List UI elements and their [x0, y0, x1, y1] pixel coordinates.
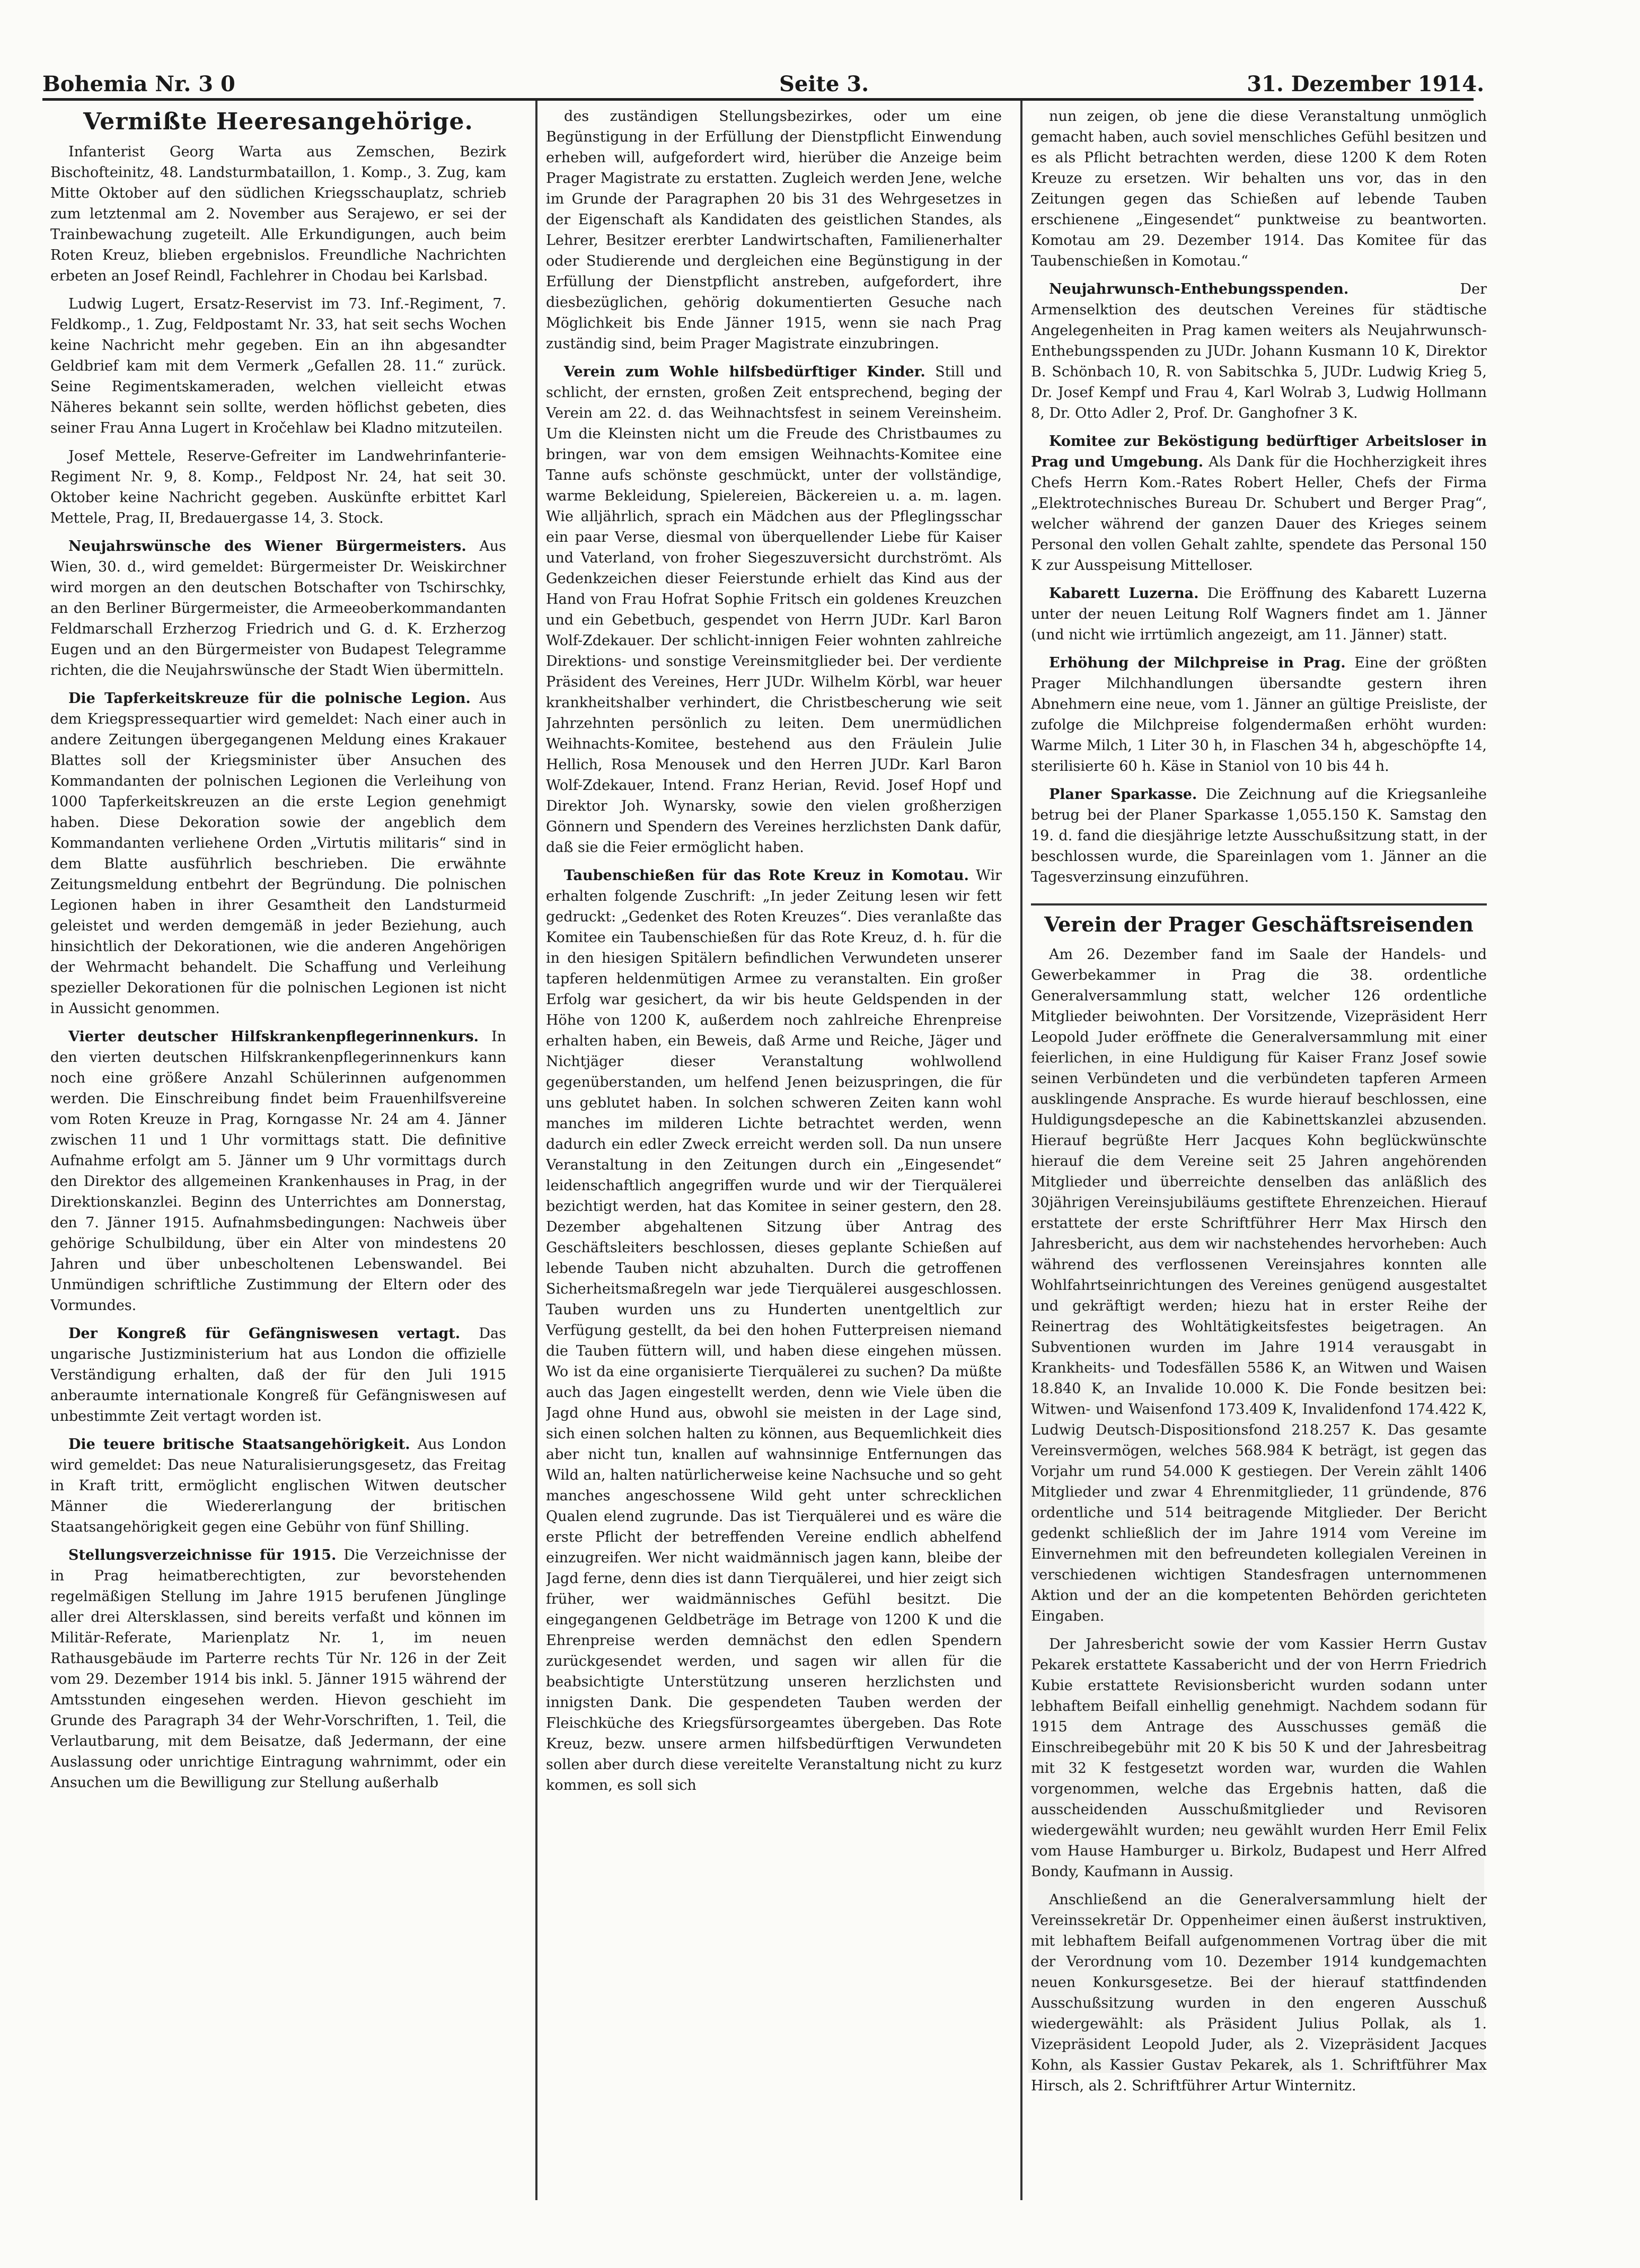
article-paragraph [50, 1434, 506, 1537]
column-1 [50, 106, 506, 2190]
article-paragraph [50, 294, 506, 438]
article-heading: Neujahrwunsch-Enthebungsspenden. [1049, 281, 1349, 297]
article-heading: Stellungsverzeichnisse für 1915. [68, 1547, 337, 1563]
header-rule [42, 98, 1474, 101]
article-heading: Die Tapferkeitskreuze für die polnische Legion. [68, 690, 471, 707]
article-text: Aus dem Kriegspressequartier wird gemeldet: Nach einer auch in andere Zeitungen übergegangenen Meldung eines Krakauer Blattes soll der Kriegsminister über Ansuchen des Kommandanten der polnischen Legionen die Verleihung von 1000 Tapferkeitskreuzen an die erste Legion genehmigt haben. Diese Dekoration sowie der angeblich dem Kommandanten verliehene Orden „Virtutis militaris“ sind in dem Blatte ausführlich beschrieben. Die erwähnte Zeitungsmeldung entbehrt der Begründung. Die polnischen Legionen haben in ihrer Gesamtheit den Landsturmeid geleistet und werden demgemäß in jeder Beziehung, auch hinsichtlich der Dekorationen, wie die anderen Angehörigen der Wehrmacht behandelt. Die Schaffung und Verleihung spezieller Dekorationen für die polnischen Legionen ist nicht in Aussicht genommen. [50, 690, 506, 1017]
article-heading: Neujahrswünsche des Wiener Bürgermeisters. [68, 538, 466, 555]
masthead [42, 61, 1484, 98]
article-paragraph [50, 1545, 506, 1793]
article-heading: Der Kongreß für Gefängniswesen vertagt. [68, 1325, 461, 1342]
article-heading: Erhöhung der Milchpreise in Prag. [1049, 655, 1346, 671]
article-text: Ludwig Lugert, Ersatz-Reservist im 73. Inf.-Regiment, 7. Feldkomp., 1. Zug, Feldpostamt Nr. 33, hat seit sechs Wochen keine Nachricht mehr gegeben. Ein an ihn abgesandter Geldbrief kam mit dem Vermerk „Gefallen 28. 11.“ zurück. Seine Regimentskameraden, welchen vielleicht etwas Näheres bekannt sein sollte, werden höflichst gebeten, dies seiner Frau Anna Lugert in Kročehlaw bei Kladno mitzuteilen. [50, 296, 506, 436]
column-3-articles [1031, 106, 1487, 887]
article-text: Die Eröffnung des Kabarett Luzerna unter der neuen Leitung Rolf Wagners findet am 1. Jänner (und nicht wie irrtümlich angezeigt, am 11. Jänner) statt. [1031, 585, 1487, 643]
article-paragraph [546, 865, 1002, 1796]
article-paragraph [1031, 583, 1487, 645]
article-text: Das ungarische Justizministerium hat aus London die offizielle Verständigung erhalten, daß der für den Juli 1915 anberaumte internationale Kongreß für Gefängniswesen auf unbestimmte Zeit vertagt worden ist. [50, 1325, 506, 1425]
article-text: Still und schlicht, der ernsten, großen Zeit entsprechend, beging der Verein am 22. d. das Weihnachtsfest in seinem Vereinsheim. Um die Kleinsten nicht um die Freude des Christbaumes zu bringen, war von dem emsigen Weihnachts-Komitee eine Tanne aufs schönste geschmückt, unter der vollständige, warme Bekleidung, Spielereien, Bäckereien u. a. m. lagen. Wie alljährlich, sprach ein Mädchen aus der Pfleglingsschar ein paar Verse, diesmal von überquellender Liebe für Kaiser und Vaterland, von froher Siegeszuversicht durchströmt. Als Gedenkzeichen dieser Feierstunde erhielt das Kind aus der Hand von Frau Hofrat Sophie Fritsch ein goldenes Kreuzchen und ein Gebetbuch, gespendet von Herrn JUDr. Karl Baron Wolf-Zdekauer. Der schlicht-innigen Feier wohnten zahlreiche Direktions- und sonstige Vereinsmitglieder bei. Der verdiente Präsident des Vereines, Herr JUDr. Wilhelm Körbl, war heuer krankheitshalber verhindert, die Christbescherung wie seit Jahrzehnten persönlich zu leiten. Dem unermüdlichen Weihnachts-Komitee, bestehend aus den Fräulein Julie Hellich, Rosa Menousek und den Herren JUDr. Karl Baron Wolf-Zdekauer, Intend. Franz Herian, Revid. Josef Hopf und Direktor Joh. Wynarsky, sowie den vielen großherzigen Gönnern und Spendern des Vereines herzlichsten Dank dafür, daß sie die Feier ermöglicht haben. [546, 364, 1002, 856]
article-paragraph [546, 362, 1002, 858]
article-text: Der Armenselktion des deutschen Vereines für städtische Angelegenheiten in Prag kamen weiters als Neujahrwunsch-Enthebungsspenden zu JUDr. Johann Kusmann 10 K, Direktor B. Schönbach 10, R. von Sabitschka 5, JUDr. Ludwig Krieg 5, Dr. Josef Kempf und Frau 4, Karl Wolrab 3, Ludwig Hollmann 8, Dr. Otto Adler 2, Prof. Dr. Ganghofner 3 K. [1031, 281, 1487, 421]
column-divider-2 [1020, 101, 1022, 2200]
column-2 [546, 106, 1002, 2190]
article-text: Die Verzeichnisse der in Prag heimatberechtigten, zur bevorstehenden regelmäßigen Stellung im Jahre 1915 berufenen Jünglinge aller drei Altersklassen, sind bereits verfaßt und können im Militär-Referate, Marienplatz Nr. 1, im neuen Rathausgebäude im Parterre rechts Tür Nr. 126 in der Zeit vom 29. Dezember 1914 bis inkl. 5. Jänner 1915 während der Amtsstunden eingesehen werden. Hievon geschieht im Grunde des Paragraph 34 der Wehr-Vorschriften, 1. Teil, die Verlautbarung, mit dem Beisatze, daß Jedermann, der eine Auslassung oder unrichtige Eintragung wahrnimmt, oder ein Ansuchen um die Bewilligung zur Stellung außerhalb [50, 1547, 506, 1791]
article-heading: Vierter deutscher Hilfskrankenpflegerinnenkurs. [68, 1028, 479, 1045]
print-smudge [1028, 1039, 1484, 2073]
article-heading: Taubenschießen für das Rote Kreuz in Komotau. [564, 867, 969, 884]
article-heading: Verein zum Wohle hilfsbedürftiger Kinder. [564, 364, 925, 380]
article-text: Aus London wird gemeldet: Das neue Naturalisierungsgesetz, das Freitag in Kraft tritt, ermöglicht englischen Witwen deutscher Männer die Wiedererlangung der britischen Staatsangehörigkeit gegen eine Gebühr von fünf Shilling. [50, 1436, 506, 1535]
article-paragraph [50, 142, 506, 286]
article-heading: Die teuere britische Staatsangehörigkeit. [68, 1436, 410, 1453]
article-paragraph [50, 1323, 506, 1427]
paper-name: Bohemia Nr. 3 0 [42, 72, 235, 96]
issue-date: 31. Dezember 1914. [1247, 72, 1484, 96]
article-text: Infanterist Georg Warta aus Zemschen, Bezirk Bischofteinitz, 48. Landsturmbataillon, 1. Komp., 3. Zug, kam Mitte Oktober auf den südlichen Kriegsschauplatz, schrieb zum letztenmal am 2. November aus Serajewo, er sei der Trainbewachung zugeteilt. Alle Erkundigungen, auch beim Roten Kreuz, blieben ergebnislos. Freundliche Nachrichten erbeten an Josef Reindl, Fachlehrer in Chodau bei Karlsbad. [50, 144, 506, 284]
article-text: Aus Wien, 30. d., wird gemeldet: Bürgermeister Dr. Weiskirchner wird morgen an den deutschen Botschafter von Tschirschky, an den Berliner Bürgermeister, die Armeeoberkommandanten Feldmarschall Erzherzog Friedrich und G. d. K. Erzherzog Eugen und an den Bürgermeister von Budapest Telegramme richten, die die Neujahrswünsche der Stadt Wien übermitteln. [50, 538, 506, 679]
article-heading: Komitee zur Beköstigung bedürftiger Arbeitsloser in Prag und Umgebung. [1031, 433, 1487, 470]
article-heading: Kabarett Luzerna. [1049, 585, 1199, 602]
article-paragraph [1031, 653, 1487, 777]
column-2-articles [546, 106, 1002, 1796]
article-paragraph [1031, 784, 1487, 887]
article-text: Josef Mettele, Reserve-Gefreiter im Landwehrinfanterie-Regiment Nr. 9, 8. Komp., Feldpost Nr. 24, hat seit 30. Oktober keine Nachricht gegeben. Auskünfte erbittet Karl Mettele, Prag, II, Bredauergasse 14, 3. Stock. [50, 448, 506, 526]
section-title: Vermißte Heeresangehörige. [83, 108, 473, 135]
article-paragraph [1031, 106, 1487, 271]
article-text: Als Dank für die Hochherzigkeit ihres Chefs Herrn Kom.-Rates Robert Heller, Chefs der Firma „Elektrotechnisches Bureau Dr. Schubert und Berger Prag“, welcher während der ganzen Dauer des Krieges seinem Personal den vollen Gehalt zahlte, spendete das Personal 150 K zur Ausspeisung Mittelloser. [1031, 454, 1487, 574]
article-heading: Planer Sparkasse. [1049, 786, 1197, 803]
article-text: nun zeigen, ob jene die diese Veranstaltung unmöglich gemacht haben, auch soviel menschliches Gefühl besitzen und es als Pflicht betrachten werden, diese 1200 K dem Roten Kreuze zu ersetzen. Wir behalten uns vor, das in den Zeitungen gegen das Schießen auf lebende Tauben erschienene „Eingesendet“ punktweise zu beantworten. Komotau am 29. Dezember 1914. Das Komitee für das Taubenschießen in Komotau.“ [1031, 108, 1487, 269]
article-text: Der Jahresbericht sowie der vom Kassier Herrn Gustav Pekarek erstattete Kassabericht und der von Herrn Friedrich Kubie erstattete Revisionsbericht wurden sodann unter lebhaftem Beifall einhellig genehmigt. Nachdem sodann für 1915 dem Antrage des Ausschusses gemäß die Einschreibegebühr mit 20 K bis 50 K und der Jahresbeitrag mit 32 K festgesetzt worden war, wurden die Wahlen vorgenommen, welche das Ergebnis hatten, daß die ausscheidenden Ausschußmitglieder und Revisoren wiedergewählt wurden; neu gewählt wurden Herr Emil Felix vom Hause Hamburger u. Birkolz, Budapest und Herr Alfred Bondy, Kaufmann in Aussig. [1031, 1636, 1487, 1880]
article-paragraph [50, 1026, 506, 1316]
page-number: Seite 3. [779, 72, 869, 96]
article-paragraph [50, 536, 506, 681]
column-3-section-title: Verein der Prager Geschäftsreisenden [1031, 903, 1487, 935]
article-text: Anschließend an die Generalversammlung hielt der Vereinssekretär Dr. Oppenheimer einen äußerst instruktiven, mit lebhaftem Beifall aufgenommenen Vortrag über die mit der Verordnung vom 10. Dezember 1914 kundgemachten neuen Konkursgesetze. Bei der hierauf stattfindenden Ausschußsitzung wurden in den engeren Ausschuß wiedergewählt: als Präsident Julius Pollak, als 1. Vizepräsident Leopold Juder, als 2. Vizepräsident Jacques Kohn, als Kassier Gustav Pekarek, als 1. Schriftführer Max Hirsch, als 2. Schriftführer Artur Winternitz. [1031, 1892, 1487, 2094]
article-text: Eine der größten Prager Milchhandlungen übersandte gestern ihren Abnehmern eine neue, vom 1. Jänner an gültige Preisliste, der zufolge die Milchpreise folgendermaßen erhöht wurden: Warme Milch, 1 Liter 30 h, in Flaschen 34 h, abgeschöpfte 14, sterilisierte 60 h. Käse in Staniol von 10 bis 44 h. [1031, 655, 1487, 775]
article-text: Die Zeichnung auf die Kriegsanleihe betrug bei der Planer Sparkasse 1,055.150 K. Samstag den 19. d. fand die diesjährige letzte Ausschußsitzung statt, in der beschlossen wurde, die Spareinlagen vom 1. Jänner an die Tagesverzinsung einzuführen. [1031, 786, 1487, 885]
article-paragraph [50, 688, 506, 1019]
article-paragraph [50, 446, 506, 529]
article-text: Wir erhalten folgende Zuschrift: „In jeder Zeitung lesen wir fett gedruckt: „Gedenket des Roten Kreuzes“. Dies veranlaßte das Komitee ein Taubenschießen für das Rote Kreuz, d. h. für die in den hiesigen Spitälern befindlichen Verwundeten unserer tapferen heldenmütigen Armee zu veranstalten. Ein großer Erfolg war gesichert, da wir bis heute Geldspenden in der Höhe von 1200 K, außerdem noch zahlreiche Ehrenpreise erhalten haben, ein Beweis, daß Arme und Reiche, Jäger und Nichtjäger dieser Veranstaltung wohlwollend gegenüberstanden, um helfend Jenen beizuspringen, die für uns geblutet haben. In solchen schweren Zeiten kann wohl manches im milderen Lichte betrachtet werden, wenn dadurch ein edler Zweck erreicht werden soll. Da nun unsere Veranstaltung in den Zeitungen durch ein „Eingesendet“ leidenschaftlich angegriffen wurde und wir der Tierquälerei bezichtigt werden, hat das Komitee in seiner gestern, den 28. Dezember abgehaltenen Sitzung über Antrag des Geschäftsleiters beschlossen, dieses geplante Schießen auf lebende Tauben nicht abzuhalten. Durch die getroffenen Sicherheitsmaßregeln war jede Tierquälerei ausgeschlossen. Tauben wurden uns zu Hunderten unentgeltlich zur Verfügung gestellt, da bei den hohen Futterpreisen niemand die Tauben füttern will, und haben diese eingehen müssen. Wo ist da eine organisierte Tierquälerei zu suchen? Da müßte auch das Jagen eingestellt werden, denn wie Viele üben die Jagd ohne Hund aus, obwohl sie meisten in der Lage sind, sich einen solchen halten zu können, aus Bequemlichkeit dies aber nicht tun, knallen auf wahnsinnige Entfernungen das Wild an, halten natürlicherweise keine Nachsuche und so geht manches angeschossene Wild geht unter schrecklichen Qualen elend zugrunde. Das ist Tierquälerei und es wäre die erste Pflicht der betreffenden Vereine endlich abhelfend einzugreifen. Wer nicht waidmännisch jagen kann, bleibe der Jagd ferne, denn dies ist dann Tierquälerei, und hier zeigt sich früher, wer waidmännisches Gefühl besitzt. Die eingegangenen Geldbeträge im Betrage von 1200 K und die Ehrenpreise werden demnächst den edlen Spendern zurückgesendet werden, und sagen wir allen für die beabsichtigte Unterstützung unseren herzlichsten und innigsten Dank. Die gespendeten Tauben werden der Fleischküche des Kriegsfürsorgeamtes übergeben. Das Rote Kreuz, bezw. unsere armen hilfsbedürftigen Verwundeten sollen aber durch diese vereitelte Veranstaltung nicht zu kurz kommen, es soll sich [546, 867, 1002, 1794]
article-text: des zuständigen Stellungsbezirkes, oder um eine Begünstigung in der Erfüllung der Dienstpflicht Einwendung erheben will, aufgefordert wird, hierüber die Anzeige beim Prager Magistrate zu erstatten. Zugleich werden Jene, welche im Grunde der Paragraphen 20 bis 31 des Wehrgesetzes in der Eigenschaft als Kandidaten des geistlichen Standes, als Lehrer, Besitzer ererbter Landwirtschaften, Familienerhalter oder Studierende und dergleichen eine Begünstigung in der Erfüllung der Dienstpflicht anstreben, aufgefordert, ihre diesbezüglichen, gehörig dokumentierten Gesuche nach Möglichkeit bis Ende Jänner 1915, wenn sie nach Prag zuständig sind, beim Prager Magistrate einzubringen. [546, 108, 1002, 352]
article-paragraph [1031, 431, 1487, 576]
column-1-articles [50, 142, 506, 1793]
article-paragraph [546, 106, 1002, 354]
article-text: In den vierten deutschen Hilfskrankenpflegerinnenkurs kann noch eine größere Anzahl Schülerinnen aufgenommen werden. Die Einschreibung findet beim Frauenhilfsvereine vom Roten Kreuze in Prag, Korngasse Nr. 24 am 4. Jänner zwischen 11 und 1 Uhr vormittags statt. Die definitive Aufnahme erfolgt am 5. Jänner um 9 Uhr vormittags durch den Direktor des allgemeinen Krankenhauses in Prag, in der Direktionskanzlei. Beginn des Unterrichtes am Donnerstag, den 7. Jänner 1915. Aufnahmsbedingungen: Nachweis über gehörige Schulbildung, über ein Alter von mindestens 20 Jahren und über unbescholtenen Lebenswandel. Bei Unmündigen schriftliche Zustimmung der Eltern oder des Vormundes. [50, 1028, 506, 1314]
column-divider-1 [535, 101, 537, 2200]
article-paragraph [1031, 279, 1487, 424]
article-text: Am 26. Dezember fand im Saale der Handels- und Gewerbekammer in Prag die 38. ordentliche Generalversammlung statt, welcher 126 ordentliche Mitglieder beiwohnten. Der Vorsitzende, Vizepräsident Herr Leopold Juder eröffnete die Generalversammlung mit einer feierlichen, in eine Huldigung für Kaiser Franz Josef sowie seinen Verbündeten und die verbündeten tapferen Armeen ausklingende Ansprache. Es wurde hierauf beschlossen, eine Huldigungsdepesche an die Kabinettskanzlei abzusenden. Hierauf begrüßte Herr Jacques Kohn beglückwünschte hierauf die dem Vereine seit 25 Jahren angehörenden Mitglieder und überreichte denselben das anläßlich des 30jährigen Vereinsjubiläums gestiftete Ehrenzeichen. Hierauf erstattete der erste Schriftführer Herr Max Hirsch den Jahresbericht, aus dem wir nachstehendes hervorheben: Auch während des verflossenen Vereinsjahres konnten alle Wohlfahrtseinrichtungen des Vereines genügend ausgestaltet und gekräftigt werden; hiezu hat in erster Reihe der Reinertrag des Wohltätigkeitsfestes beigetragen. An Subventionen wurden im Jahre 1914 verausgabt in Krankheits- und Todesfällen 5586 K, an Witwen und Waisen 18.840 K, an Invalide 10.000 K. Die Fonde besitzen bei: Witwen- und Waisenfond 173.409 K, Invalidenfond 174.422 K, Ludwig Deutsch-Dispositionsfond 218.257 K. Das gesamte Vereinsvermögen, welches 568.984 K beträgt, ist gegen das Vorjahr um rund 54.000 K gestiegen. Der Verein zählt 1406 Mitglieder und zwar 4 Ehrenmitglieder, 11 gründende, 876 ordentliche und 514 beitragende Mitglieder. Der Bericht gedenkt schließlich der im Jahre 1914 vom Vereine im Einvernehmen mit den befreundeten kollegialen Vereinen in verschiedenen wichtigen Standesfragen unternommenen Aktion und der an die kompetenten Behörden gerichteten Eingaben. [1031, 946, 1487, 1624]
